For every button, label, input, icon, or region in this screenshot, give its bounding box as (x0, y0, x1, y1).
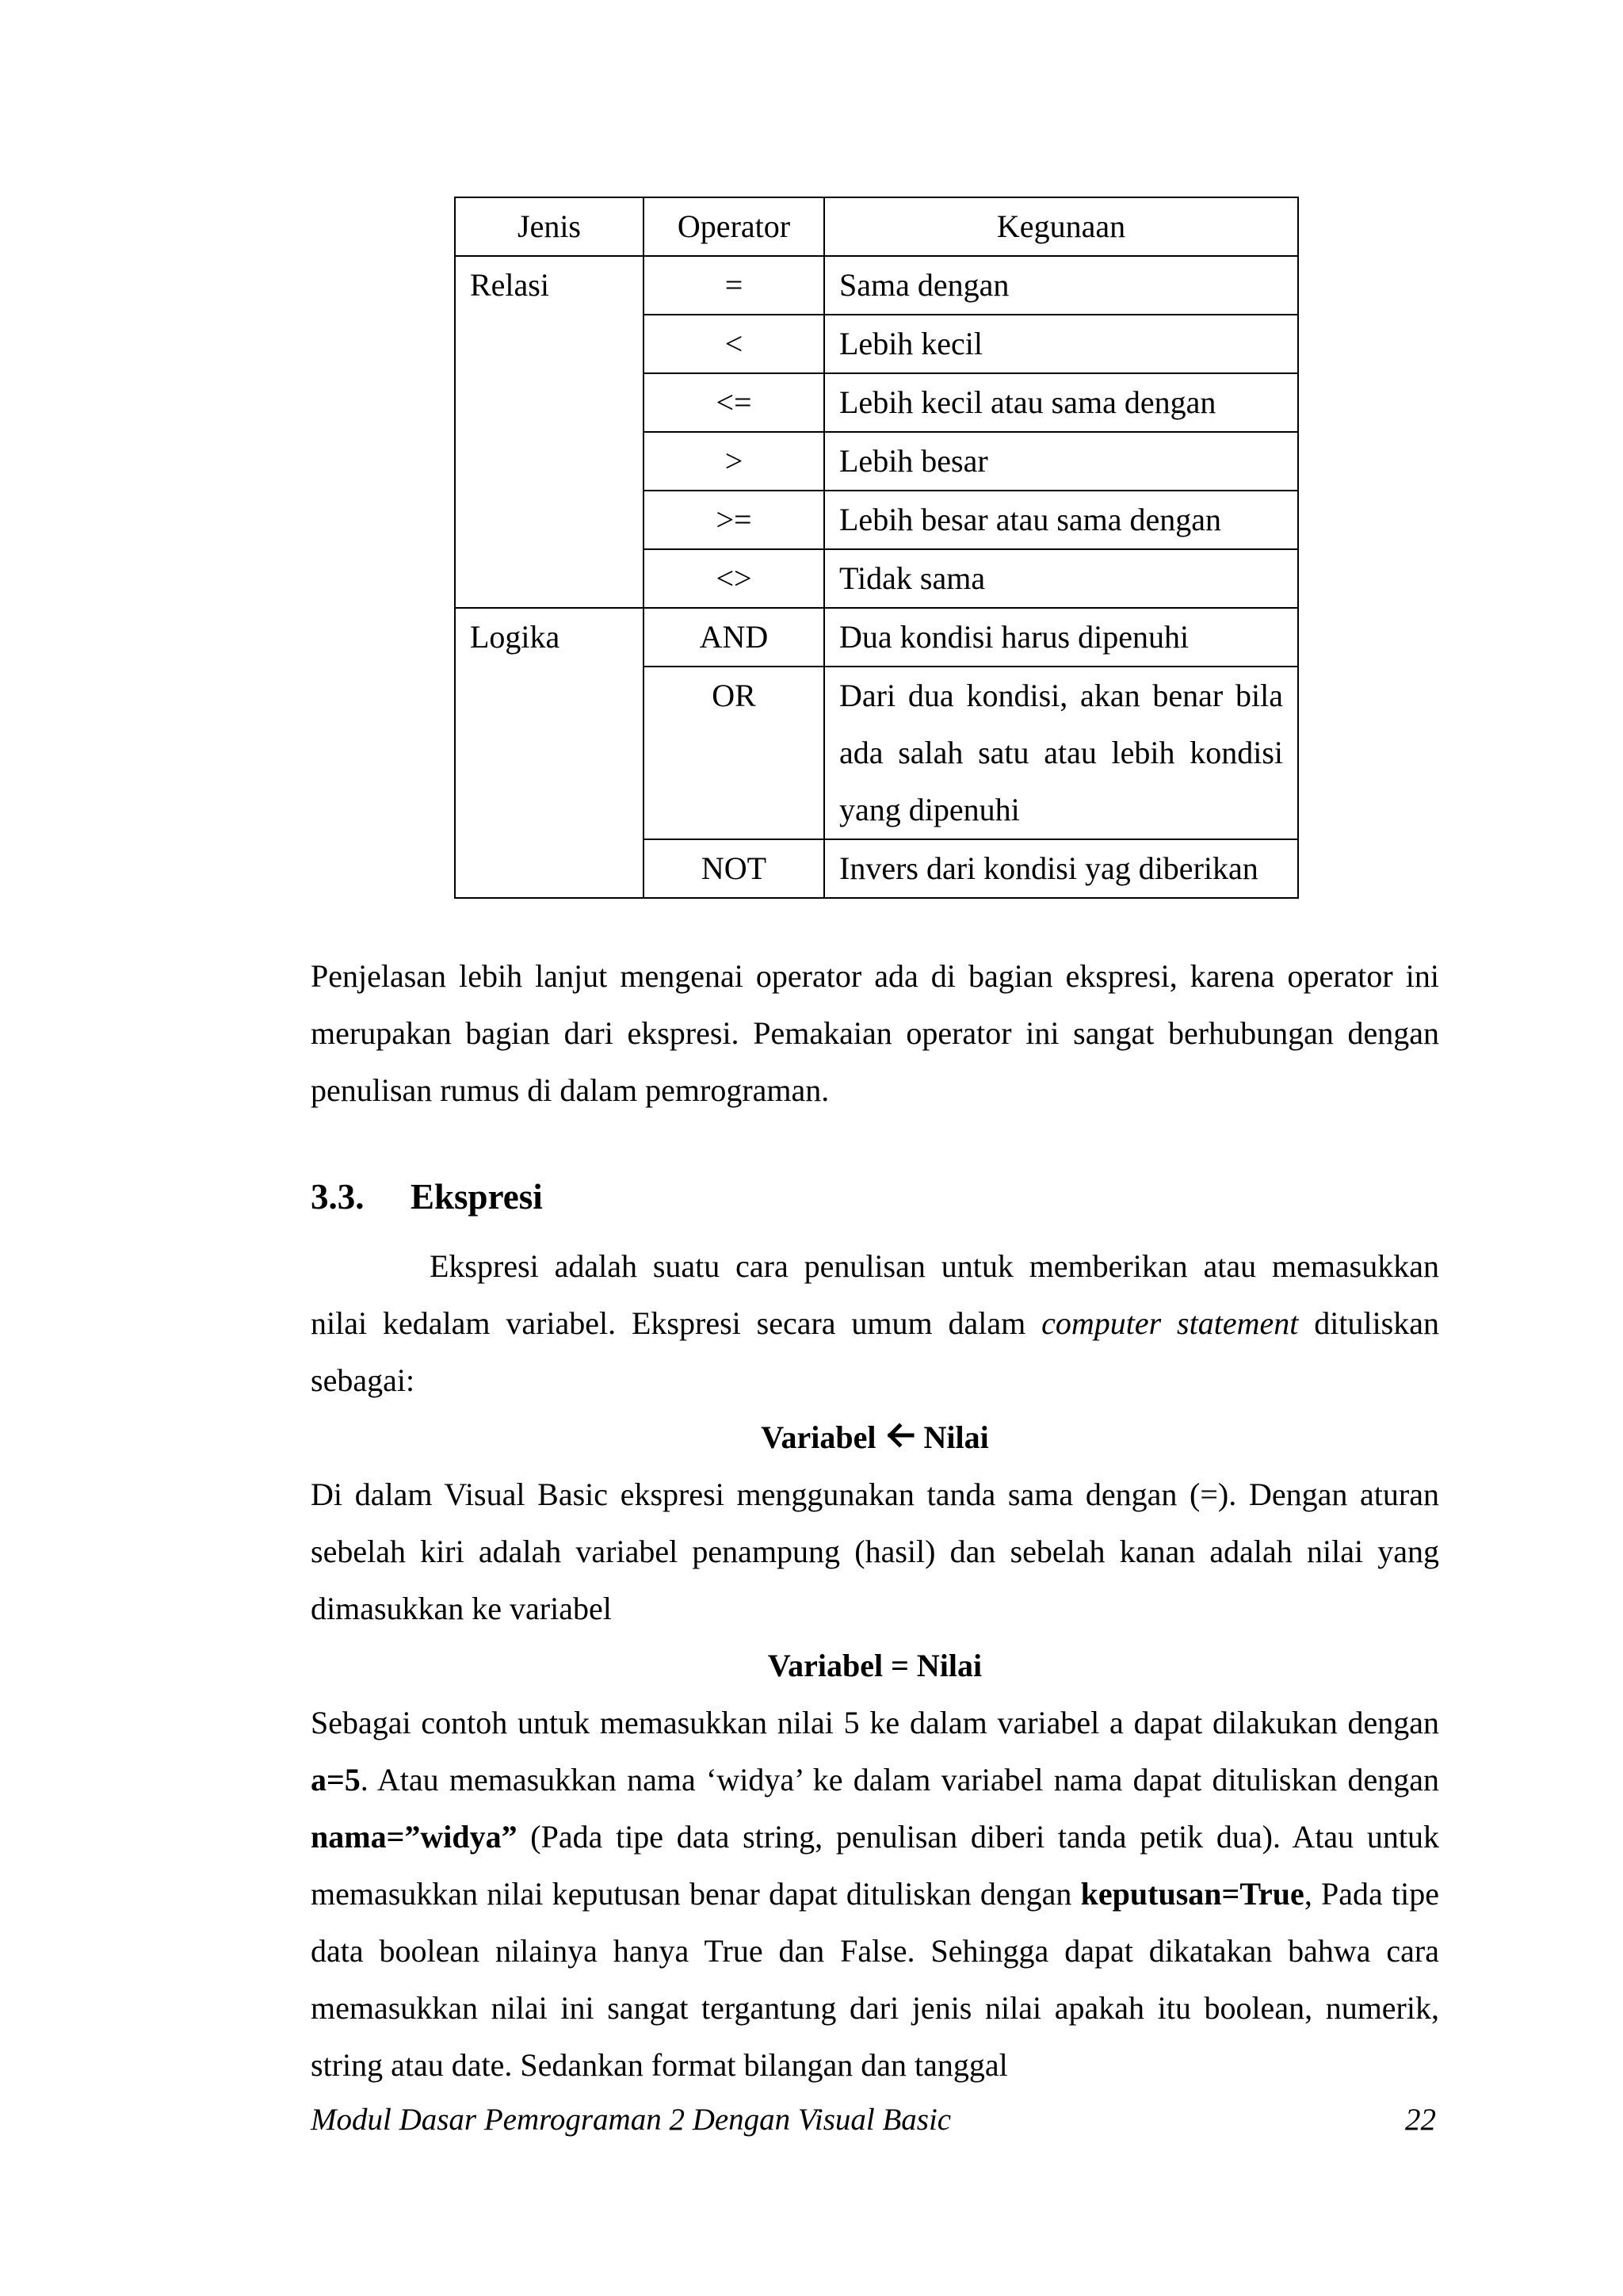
formula-right: Nilai (923, 1419, 989, 1455)
jenis-relasi: Relasi (455, 256, 643, 608)
operator-cell: > (643, 432, 824, 491)
paragraph-text: Sebagai contoh untuk memasukkan nilai 5 ke dalam variabel a dapat dilakukan dengan (311, 1705, 1439, 1740)
usage-cell: Lebih kecil (824, 315, 1298, 373)
code-example: keputusan=True (1080, 1876, 1304, 1912)
usage-cell: Dari dua kondisi, akan benar bila ada salah satu atau lebih kondisi yang dipenuhi (824, 667, 1298, 839)
paragraph-text: dituliskan sebagai: (311, 1305, 1440, 1398)
paragraph-text: Ekspresi adalah suatu cara penulisan untuk memberikan atau memasukkan nilai kedalam variabel. Ekspresi secara umum dalam (311, 1248, 1439, 1341)
page-footer (311, 2100, 1439, 2140)
header-operator: Operator (643, 197, 824, 256)
table-row (455, 608, 1298, 667)
section-number: 3.3. (311, 1177, 365, 1217)
operator-cell: AND (643, 608, 824, 667)
paragraph-text: . Atau memasukkan nama ‘widya’ ke dalam variabel nama dapat dituliskan dengan (360, 1762, 1439, 1797)
table-row (455, 256, 1298, 315)
header-kegunaan: Kegunaan (824, 197, 1298, 256)
jenis-logika: Logika (455, 608, 643, 898)
paragraph-text: , Pada tipe data boolean nilainya hanya True dan False. Sehingga dapat dikatakan bahwa cara memasukkan nilai ini sangat tergantung dari jenis nilai apakah itu boolean, numerik, string atau date. Sedankan format bilangan dan tanggal (311, 1876, 1440, 2083)
paragraph-visual-basic: Di dalam Visual Basic ekspresi menggunakan tanda sama dengan (=). Dengan aturan sebelah kiri adalah variabel penampung (hasil) dan sebelah kanan adalah nilai yang dimasukkan ke variabel (311, 1477, 1439, 1626)
code-example: a=5 (311, 1762, 361, 1797)
usage-cell: Invers dari kondisi yag diberikan (824, 839, 1298, 898)
operator-cell: < (643, 315, 824, 373)
page-number: 22 (1405, 2103, 1436, 2137)
code-example: nama=”widya” (311, 1819, 517, 1855)
operator-cell: >= (643, 491, 824, 549)
table-header-row (455, 197, 1298, 256)
formula-left: Variabel (761, 1419, 876, 1455)
formula-assignment-equals: Variabel = Nilai (767, 1648, 983, 1683)
usage-cell: Lebih besar (824, 432, 1298, 491)
italic-term: computer statement (1041, 1305, 1299, 1341)
header-jenis: Jenis (455, 197, 643, 256)
paragraph-examples (311, 1694, 1439, 2094)
usage-cell: Tidak sama (824, 549, 1298, 608)
left-arrow-icon (884, 1419, 915, 1451)
paragraph-text: (Pada tipe data string, penulisan diberi tanda petik dua). Atau untuk memasukkan nilai keputusan benar dapat dituliskan dengan (311, 1819, 1439, 1912)
formula-assignment-arrow (311, 1409, 1439, 1466)
usage-cell: Lebih kecil atau sama dengan (824, 373, 1298, 432)
usage-cell: Dua kondisi harus dipenuhi (824, 608, 1298, 667)
operator-cell: <> (643, 549, 824, 608)
intro-paragraph: Penjelasan lebih lanjut mengenai operator ada di bagian ekspresi, karena operator ini merupakan bagian dari ekspresi. Pemakaian operator ini sangat berhubungan dengan penulisan rumus di dalam pemrograman. (311, 958, 1439, 1108)
usage-cell: Lebih besar atau sama dengan (824, 491, 1298, 549)
operator-cell: NOT (643, 839, 824, 898)
section-heading (311, 1176, 543, 1217)
paragraph-ekspresi-definition (311, 1238, 1439, 1409)
operator-cell: <= (643, 373, 824, 432)
operator-cell: OR (643, 667, 824, 839)
usage-cell: Sama dengan (824, 256, 1298, 315)
footer-title: Modul Dasar Pemrograman 2 Dengan Visual Basic (311, 2103, 952, 2137)
operator-cell: = (643, 256, 824, 315)
section-title: Ekspresi (411, 1177, 543, 1217)
operator-table (454, 197, 1299, 899)
